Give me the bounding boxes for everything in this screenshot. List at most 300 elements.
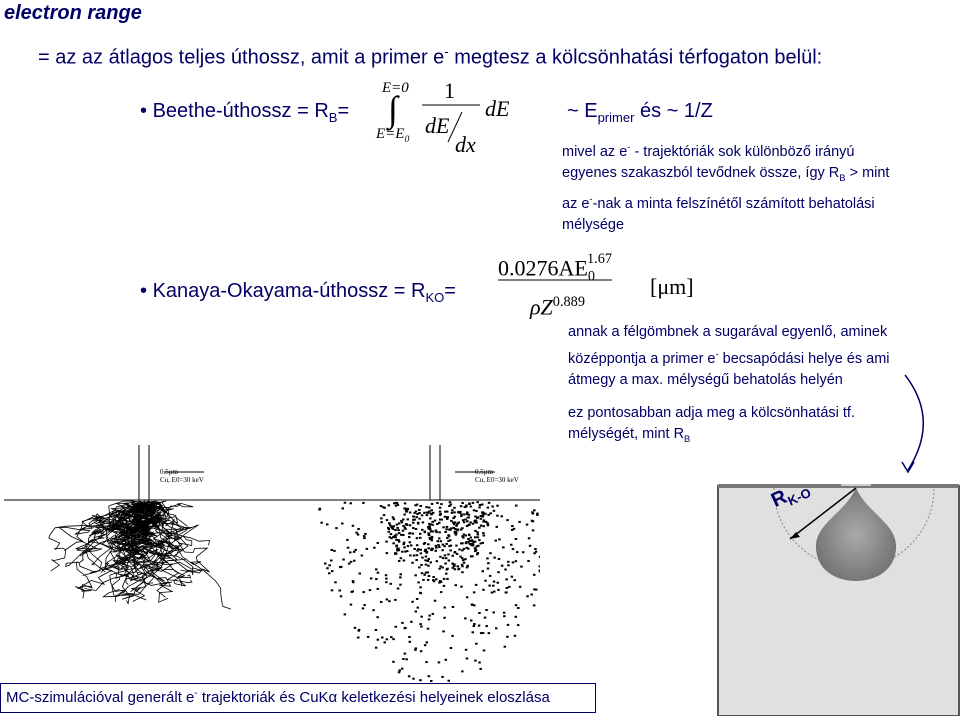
xray-point — [496, 505, 499, 507]
xray-point — [443, 545, 446, 547]
xray-point — [375, 647, 378, 649]
xray-point — [468, 534, 471, 536]
xray-point — [465, 535, 468, 537]
xray-point — [386, 638, 389, 640]
note-line: ez pontosabban adja meg a kölcsönhatási tf. — [568, 404, 855, 421]
xray-point — [430, 513, 433, 515]
xray-point — [431, 524, 434, 526]
xray-point — [437, 544, 440, 546]
xray-point — [463, 513, 466, 515]
t: becsapódási helye és ami — [718, 350, 890, 367]
xray-point — [473, 623, 476, 625]
xray-point — [466, 547, 469, 549]
xray-point — [438, 531, 441, 533]
xray-point — [464, 558, 467, 560]
xray-point — [416, 504, 419, 506]
xray-point — [440, 503, 443, 505]
xray-point — [478, 625, 481, 627]
xray-point — [460, 586, 463, 588]
xray-point — [463, 521, 466, 523]
xray-point — [353, 560, 356, 562]
xray-point — [412, 533, 415, 535]
xray-point — [484, 580, 487, 582]
spacer — [568, 391, 890, 403]
sub: primer — [597, 110, 635, 125]
xray-point — [452, 606, 455, 608]
xray-point — [425, 572, 428, 574]
xray-point — [435, 547, 438, 549]
xray-point — [478, 506, 481, 508]
numerator: 1 — [444, 78, 455, 103]
xray-point — [423, 543, 426, 545]
xray-point — [450, 504, 453, 506]
xray-point — [392, 516, 395, 518]
xray-point — [530, 594, 533, 596]
xray-point — [535, 551, 538, 553]
xray-point — [362, 607, 365, 609]
t: Cu, E0=30 keV — [475, 476, 519, 484]
slide-title: electron range — [4, 2, 142, 24]
xray-point — [387, 527, 390, 529]
xray-point — [397, 549, 400, 551]
xray-point — [439, 519, 442, 521]
xray-point — [487, 514, 490, 516]
de: dE — [425, 113, 450, 138]
xray-point — [448, 680, 451, 682]
xray-point — [355, 549, 358, 551]
kanaya-denominator — [530, 294, 585, 320]
xray-point — [416, 544, 419, 546]
xray-point — [388, 504, 391, 506]
integral-sign: ∫ — [388, 89, 398, 129]
xray-point — [427, 628, 430, 630]
xray-point — [480, 518, 483, 520]
xray-point — [449, 501, 452, 503]
sup: 0.889 — [552, 294, 585, 310]
note-line: mélysége — [562, 216, 625, 233]
xray-point — [426, 514, 429, 516]
xray-point — [394, 529, 397, 531]
xray-point — [461, 527, 464, 529]
xray-point — [383, 507, 386, 509]
xray-point — [491, 506, 494, 508]
sub: KO — [425, 290, 445, 305]
xray-point — [375, 629, 378, 631]
xray-point — [328, 572, 331, 574]
xray-point — [409, 554, 412, 556]
xray-point — [449, 549, 452, 551]
xray-point — [477, 536, 480, 538]
xray-point — [427, 579, 430, 581]
xray-point — [400, 573, 403, 575]
xray-point — [462, 519, 465, 521]
xray-point — [519, 586, 522, 588]
xray-point — [385, 574, 388, 576]
xray-point — [439, 556, 442, 558]
xray-point — [476, 501, 479, 503]
xray-point — [424, 550, 427, 552]
t: > mint — [845, 164, 890, 181]
t: középpontja a primer e — [568, 350, 716, 367]
xray-point — [404, 653, 407, 655]
xray-point — [451, 563, 454, 565]
xray-point — [384, 641, 387, 643]
xray-point — [466, 658, 469, 660]
xray-point — [416, 513, 419, 515]
xray-point — [350, 604, 353, 606]
t: R — [768, 485, 791, 512]
xray-point — [498, 558, 501, 560]
xray-point — [482, 570, 485, 572]
xray-point — [515, 560, 518, 562]
xray-point — [380, 505, 383, 507]
xray-point — [362, 591, 365, 593]
xray-point — [340, 595, 343, 597]
xray-point — [385, 541, 388, 543]
xray-point — [478, 662, 481, 664]
xray-point — [346, 539, 349, 541]
xray-point — [403, 560, 406, 562]
xray-point — [456, 523, 459, 525]
xray-point — [430, 531, 433, 533]
xray-point — [515, 616, 518, 618]
xray-point — [363, 604, 366, 606]
xray-point — [425, 556, 428, 558]
xray-point — [476, 545, 479, 547]
xray-point — [512, 548, 515, 550]
xray-point — [457, 565, 460, 567]
xray-point — [335, 527, 338, 529]
xray-point — [339, 566, 342, 568]
xray-point — [428, 618, 431, 620]
xray-point — [455, 584, 458, 586]
xray-point — [419, 623, 422, 625]
xray-point — [446, 569, 449, 571]
xray-point — [377, 639, 380, 641]
xray-point — [488, 632, 491, 634]
xray-point — [485, 609, 488, 611]
xray-point — [358, 629, 361, 631]
xray-point — [401, 551, 404, 553]
xray-point — [357, 528, 360, 530]
unit: [μm] — [650, 274, 694, 299]
xray-point — [364, 533, 367, 535]
sup: 1.67 — [586, 251, 613, 267]
sub: B — [839, 171, 846, 183]
xray-point — [467, 565, 470, 567]
xray-point — [474, 541, 477, 543]
xray-point — [436, 502, 439, 504]
t: egyenes szakaszból tevődnek össze, így R — [562, 164, 840, 181]
xray-point — [444, 554, 447, 556]
xray-point — [403, 507, 406, 509]
xray-point — [428, 507, 431, 509]
xray-point — [460, 542, 463, 544]
xray-point — [487, 507, 490, 509]
xray-point — [380, 521, 383, 523]
xray-point — [410, 621, 413, 623]
xray-point — [536, 513, 539, 515]
xray-point — [406, 508, 409, 510]
dE: dE — [485, 96, 510, 121]
xray-point — [512, 561, 515, 563]
xray-point — [492, 585, 495, 587]
xray-point — [444, 516, 447, 518]
xray-point — [472, 523, 475, 525]
xray-point — [416, 537, 419, 539]
xray-point — [398, 522, 401, 524]
sup: - — [715, 348, 719, 359]
xray-point — [347, 547, 350, 549]
xray-point — [397, 588, 400, 590]
xray-point — [399, 669, 402, 671]
xray-point — [532, 520, 535, 522]
xray-point — [413, 512, 416, 514]
xray-point — [435, 545, 438, 547]
sup: - — [444, 44, 449, 59]
xray-point — [454, 552, 457, 554]
xray-point — [461, 571, 464, 573]
xray-point — [420, 549, 423, 551]
xray-point — [489, 552, 492, 554]
xray-point — [470, 506, 473, 508]
eq: = — [444, 280, 456, 302]
xray-point — [461, 535, 464, 537]
t: - trajektóriák sok különböző irányú — [630, 143, 855, 160]
xray-point — [472, 631, 475, 633]
xray-point — [439, 513, 442, 515]
xray-point — [445, 659, 448, 661]
xray-point — [388, 600, 391, 602]
definition-text: = az az átlagos teljes úthossz, amit a primer e — [38, 46, 445, 69]
xray-point — [436, 523, 439, 525]
xray-point — [392, 638, 395, 640]
xray-point — [528, 537, 531, 539]
xray-point — [428, 523, 431, 525]
xray-point — [472, 502, 475, 504]
xray-point — [458, 568, 461, 570]
xray-point — [517, 607, 520, 609]
xray-point — [403, 546, 406, 548]
xray-point — [468, 503, 471, 505]
xray-point — [438, 537, 441, 539]
xray-point — [408, 636, 411, 638]
xray-point — [532, 513, 535, 515]
xray-point — [420, 505, 423, 507]
xray-point — [470, 555, 473, 557]
xray-point — [402, 519, 405, 521]
xray-point — [517, 624, 520, 626]
xray-point — [398, 532, 401, 534]
xray-point — [493, 581, 496, 583]
xray-point — [421, 529, 424, 531]
xray-point — [413, 555, 416, 557]
xray-point — [511, 525, 513, 527]
xray-point — [388, 522, 391, 524]
dx: dx — [455, 132, 476, 157]
xray-point — [478, 539, 481, 541]
xray-point — [438, 661, 441, 663]
xray-point — [452, 555, 455, 557]
xray-point — [385, 581, 388, 583]
xray-point — [498, 538, 501, 540]
xray-point — [526, 524, 529, 526]
xray-point — [353, 551, 356, 553]
xray-point — [431, 503, 434, 505]
xray-point — [539, 565, 540, 567]
xray-point — [438, 546, 441, 548]
xray-point — [533, 574, 536, 576]
p2: és ~ 1/Z — [634, 100, 713, 122]
xray-point — [394, 553, 397, 555]
xray-point — [454, 521, 457, 523]
xray-point — [456, 553, 459, 555]
xray-point — [465, 541, 468, 543]
xray-point — [326, 567, 329, 569]
xray-point — [392, 661, 395, 663]
xray-point — [506, 519, 509, 521]
xray-point — [395, 534, 398, 536]
xray-point — [495, 627, 498, 629]
xray-point — [444, 563, 447, 565]
kanaya-notes — [568, 322, 890, 449]
xray-point — [473, 509, 476, 511]
t: az e — [562, 195, 590, 212]
xray-point — [366, 548, 369, 550]
xray-point — [485, 625, 488, 627]
xray-point — [419, 533, 422, 535]
xray-point — [363, 537, 366, 539]
xray-point — [433, 580, 436, 582]
xray-point — [375, 568, 378, 570]
t: mélységét, mint R — [568, 425, 685, 442]
t: -nak a minta felszínétől számított behatolási — [592, 195, 875, 212]
xray-point — [421, 557, 424, 559]
xray-point — [412, 678, 415, 680]
xray-point — [423, 512, 426, 514]
xray-point — [426, 641, 429, 643]
xray-point — [457, 529, 460, 531]
xray-point — [444, 511, 447, 513]
xray-point — [428, 534, 431, 536]
xray-point — [420, 650, 423, 652]
xray-point — [334, 581, 337, 583]
xray-point — [395, 502, 398, 504]
xray-point — [369, 589, 372, 591]
t: mivel az e — [562, 143, 628, 160]
xray-point — [401, 668, 404, 670]
xray-point — [427, 543, 430, 545]
xray-point — [503, 612, 506, 614]
xray-point — [412, 516, 415, 518]
xray-point — [357, 637, 360, 639]
xray-point — [420, 564, 423, 566]
xray-point — [399, 584, 402, 586]
xray-point — [458, 549, 461, 551]
xray-point — [504, 569, 507, 571]
xray-point — [474, 660, 477, 662]
xray-point — [468, 524, 471, 526]
xray-point — [404, 502, 407, 504]
xray-point — [359, 573, 362, 575]
xray-point — [428, 675, 431, 677]
xray-point — [483, 535, 486, 537]
xray-point — [438, 582, 441, 584]
xray-point — [522, 551, 525, 553]
xray-point — [398, 560, 401, 562]
xray-point — [461, 670, 464, 672]
eq: = — [337, 100, 350, 122]
xray-point — [479, 504, 482, 506]
xray-point — [389, 524, 392, 526]
xray-point — [505, 591, 508, 593]
xray-point — [445, 543, 448, 545]
xray-point — [497, 589, 500, 591]
xray-point — [502, 546, 505, 548]
xray-point — [386, 598, 389, 600]
xray-point — [372, 609, 375, 611]
xray-point — [473, 591, 476, 593]
xray-point — [483, 519, 486, 521]
lower: E=E — [376, 126, 405, 142]
xray-point — [445, 557, 448, 559]
xray-point — [482, 542, 485, 544]
xray-point — [431, 548, 434, 550]
label: Kanaya-Okayama-úthossz = R — [152, 280, 426, 302]
xray-point — [440, 540, 443, 542]
xray-point — [427, 560, 430, 562]
xray-point — [440, 565, 443, 567]
xray-point — [488, 502, 491, 504]
xray-point — [404, 627, 407, 629]
xray-point — [420, 616, 423, 618]
xray-point — [418, 566, 421, 568]
xray-point — [418, 518, 421, 520]
xray-point — [441, 549, 444, 551]
xray-point — [429, 538, 432, 540]
xray-point — [496, 515, 499, 517]
sub: 0 — [404, 134, 410, 145]
xray-point — [445, 573, 448, 575]
xray-point — [388, 531, 391, 533]
xray-point — [451, 635, 454, 637]
xray-point — [399, 576, 402, 578]
xray-point — [476, 531, 479, 533]
xray-point — [442, 557, 445, 559]
xray-point — [375, 578, 378, 580]
bethe-proportional — [567, 100, 713, 125]
note-line — [562, 163, 889, 188]
xray-point — [483, 650, 486, 652]
xray-point — [434, 600, 437, 602]
sub: B — [684, 432, 691, 444]
xray-point — [469, 522, 472, 524]
den: ρZ — [530, 294, 553, 320]
xray-point — [331, 549, 334, 551]
xray-point — [480, 525, 483, 527]
xray-point — [451, 509, 454, 511]
xray-point — [419, 679, 422, 681]
xray-point — [460, 505, 463, 507]
xray-point — [396, 524, 399, 526]
bethe-label: • Beethe-úthossz = $R_B=$ — [140, 100, 350, 125]
xray-point — [342, 559, 345, 561]
xray-point — [446, 578, 449, 580]
xray-point — [352, 581, 355, 583]
xray-point — [465, 506, 468, 508]
note-line: átmegy a max. mélységű behatolás helyén — [568, 371, 843, 388]
xray-point — [434, 520, 437, 522]
